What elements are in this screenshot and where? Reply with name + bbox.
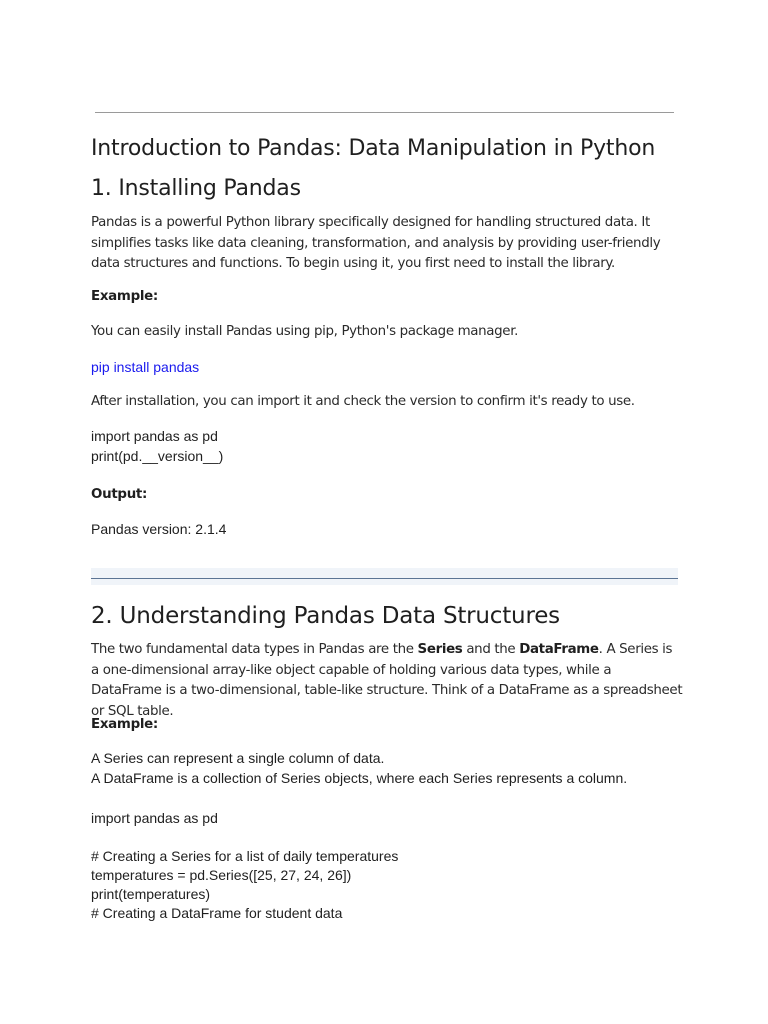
- section-2-intro: [91, 640, 683, 722]
- section-1-heading: 1. Installing Pandas: [91, 176, 301, 201]
- section-divider-line: [91, 578, 678, 579]
- output-value: Pandas version: 2.1.4: [91, 521, 227, 537]
- code-comment-dataframe: # Creating a DataFrame for student data: [91, 905, 343, 921]
- section-1-intro: Pandas is a powerful Python library specifically designed for handling structured data. It simplifies tasks like data cleaning, transformation, and analysis by providing user-friendly data structures and functions. To begin using it, you first need to install the library.: [91, 215, 661, 271]
- document-title: Introduction to Pandas: Data Manipulation in Python: [91, 136, 656, 161]
- after-install-text: After installation, you can import it and check the version to confirm it's ready to use.: [91, 394, 635, 409]
- code-line-print-version: print(pd.__version__): [91, 448, 224, 464]
- section-divider: [91, 568, 678, 585]
- section-2-heading: 2. Understanding Pandas Data Structures: [91, 603, 560, 629]
- intro-part-2: and the: [462, 642, 520, 657]
- code-comment-series: # Creating a Series for a list of daily temperatures: [91, 848, 399, 864]
- section-1-example-label: Example:: [91, 289, 158, 304]
- section-1-output-label: Output:: [91, 487, 148, 502]
- install-instruction: You can easily install Pandas using pip, Python's package manager.: [91, 324, 519, 339]
- intro-part-1: The two fundamental data types in Pandas are the: [91, 642, 418, 657]
- series-description: A Series can represent a single column of data.: [91, 750, 385, 766]
- dataframe-term: DataFrame: [519, 642, 599, 657]
- code-line-temperatures: temperatures = pd.Series([25, 27, 24, 26]): [91, 867, 352, 883]
- pip-install-command[interactable]: pip install pandas: [91, 359, 200, 375]
- code-line-import-2: import pandas as pd: [91, 810, 218, 826]
- top-horizontal-rule: [95, 112, 674, 113]
- series-term: Series: [417, 642, 463, 657]
- code-line-import: import pandas as pd: [91, 428, 218, 444]
- intro-part-3: . A Series is a one-dimensional array-like object capable of holding various data types, while a DataFrame is a two-dimensional, table-like structure. Think of a DataFrame as a spreadsheet or SQL table.: [91, 642, 683, 719]
- dataframe-description: A DataFrame is a collection of Series objects, where each Series represents a column.: [91, 770, 628, 786]
- section-2-example-label: Example:: [91, 717, 158, 732]
- code-line-print-temperatures: print(temperatures): [91, 886, 211, 902]
